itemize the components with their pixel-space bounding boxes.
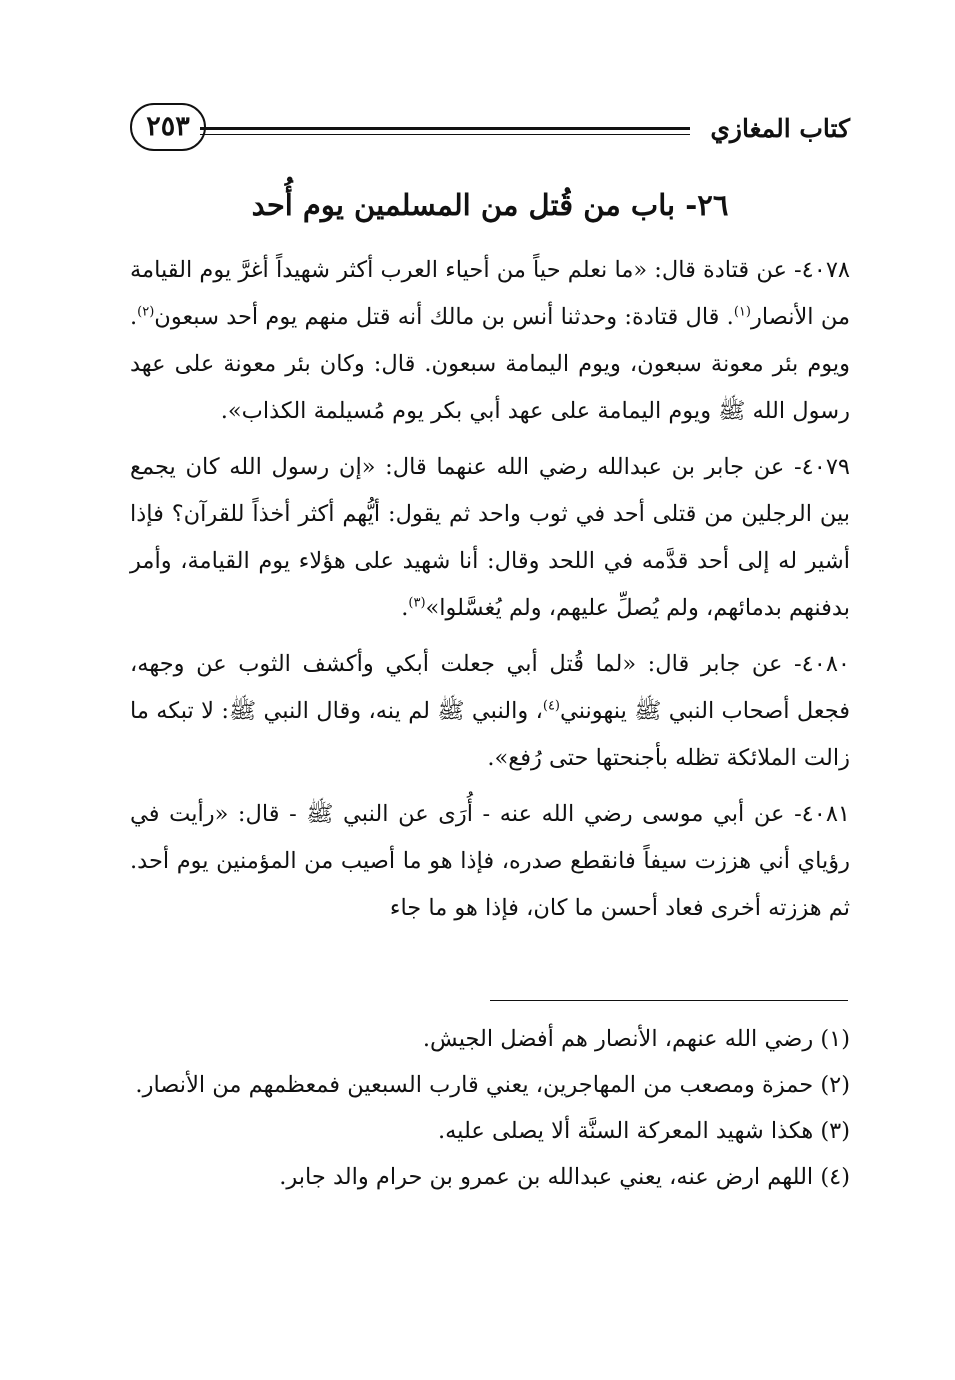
hadith-number: ٤٠٧٩- [794, 454, 850, 480]
hadith-text: عن جابر بن عبدالله رضي الله عنهما قال: «إن رسول الله كان يجمع بين الرجلين من قتلى أحد في ثوب واحد ثم يقول: أيُّهم أكثر أخذاً للقرآن؟ فإذا أشير له إلى أحد قدَّمه في اللحد وقال: أنا شهيد على هؤلاء يوم القيامة، وأمر بدفنهم بدمائهم، ولم يُصلِّ عليهم، ولم يُغسَّلوا» [130, 454, 850, 621]
hadith-text: . قال قتادة: وحدثنا أنس بن مالك أنه قتل منهم يوم أحد سبعون [154, 304, 734, 330]
hadith-paragraph [130, 247, 850, 435]
footnote-reference: (٢) [137, 304, 155, 320]
footnote-marker: (٢) [820, 1072, 850, 1098]
footnote [130, 1016, 850, 1062]
page-number: ٢٥٣ [130, 103, 206, 151]
footnote [130, 1108, 850, 1154]
footnotes [130, 1016, 850, 1200]
hadith-number: ٤٠٧٨- [794, 257, 850, 283]
footnote-text: هكذا شهيد المعركة السنَّة ألا يصلى عليه. [437, 1118, 814, 1144]
hadith-number: ٤٠٨٠- [794, 651, 850, 677]
hadith-text: عن قتادة قال: «ما نعلم حياً من أحياء العرب أكثر شهيداً أغرَّ يوم القيامة من الأنصار [129, 257, 850, 330]
footnote-marker: (٣) [820, 1118, 850, 1144]
hadith-paragraph [130, 444, 850, 632]
chapter-heading: ٢٦- باب من قُتل من المسلمين يوم أُحد [251, 188, 729, 222]
footnote-text: اللهم ارض عنه، يعني عبدالله بن عمرو بن حرام والد جابر. [279, 1164, 814, 1190]
footnote-marker: (٤) [820, 1164, 850, 1190]
footnote [130, 1154, 850, 1200]
footnote-reference: (١) [733, 304, 751, 320]
footnote-text: رضي الله عنهم، الأنصار هم أفضل الجيش. [422, 1026, 814, 1052]
hadith-text: . ويوم بئر معونة سبعون، ويوم اليمامة سبعون. قال: وكان بئر معونة على عهد رسول الله ﷺ ويوم اليمامة على عهد أبي بكر يوم مُسيلمة الكذاب». [130, 304, 850, 424]
hadith-paragraph [130, 641, 850, 782]
footnote-divider [490, 1000, 848, 1001]
hadith-paragraph [130, 791, 850, 932]
hadith-text: عن جابر قال: «لما قُتل أبي جعلت أبكي وأكشف الثوب عن وجهه، فجعل أصحاب النبي ﷺ ينهونني [130, 651, 851, 724]
main-text [130, 247, 850, 932]
footnote-reference: (٤) [542, 698, 560, 714]
hadith-text: ، والنبي ﷺ لم ينه، وقال النبي ﷺ: لا تبكه ما زالت الملائكة تظله بأجنحتها حتى رُفع». [130, 698, 850, 771]
header-rule [200, 127, 690, 135]
footnote-text: حمزة ومصعب من المهاجرين، يعني قارب السبعين فمعظمهم من الأنصار. [135, 1072, 814, 1098]
hadith-text: عن أبي موسى رضي الله عنه - أُرَى عن النبي ﷺ - قال: «رأيت في رؤياي أني هززت سيفاً فانقطع صدره، فإذا هو ما أصيب من المؤمنين يوم أحد. ثم هززته أخرى فعاد أحسن ما كان، فإذا هو ما جاء [130, 801, 850, 921]
footnote-reference: (٣) [408, 595, 426, 611]
hadith-number: ٤٠٨١- [794, 801, 851, 827]
footnote-marker: (١) [820, 1026, 850, 1052]
footnote [130, 1062, 850, 1108]
book-title: كتاب المغازي [710, 114, 850, 143]
running-header [130, 100, 850, 160]
hadith-text: . [401, 595, 409, 621]
